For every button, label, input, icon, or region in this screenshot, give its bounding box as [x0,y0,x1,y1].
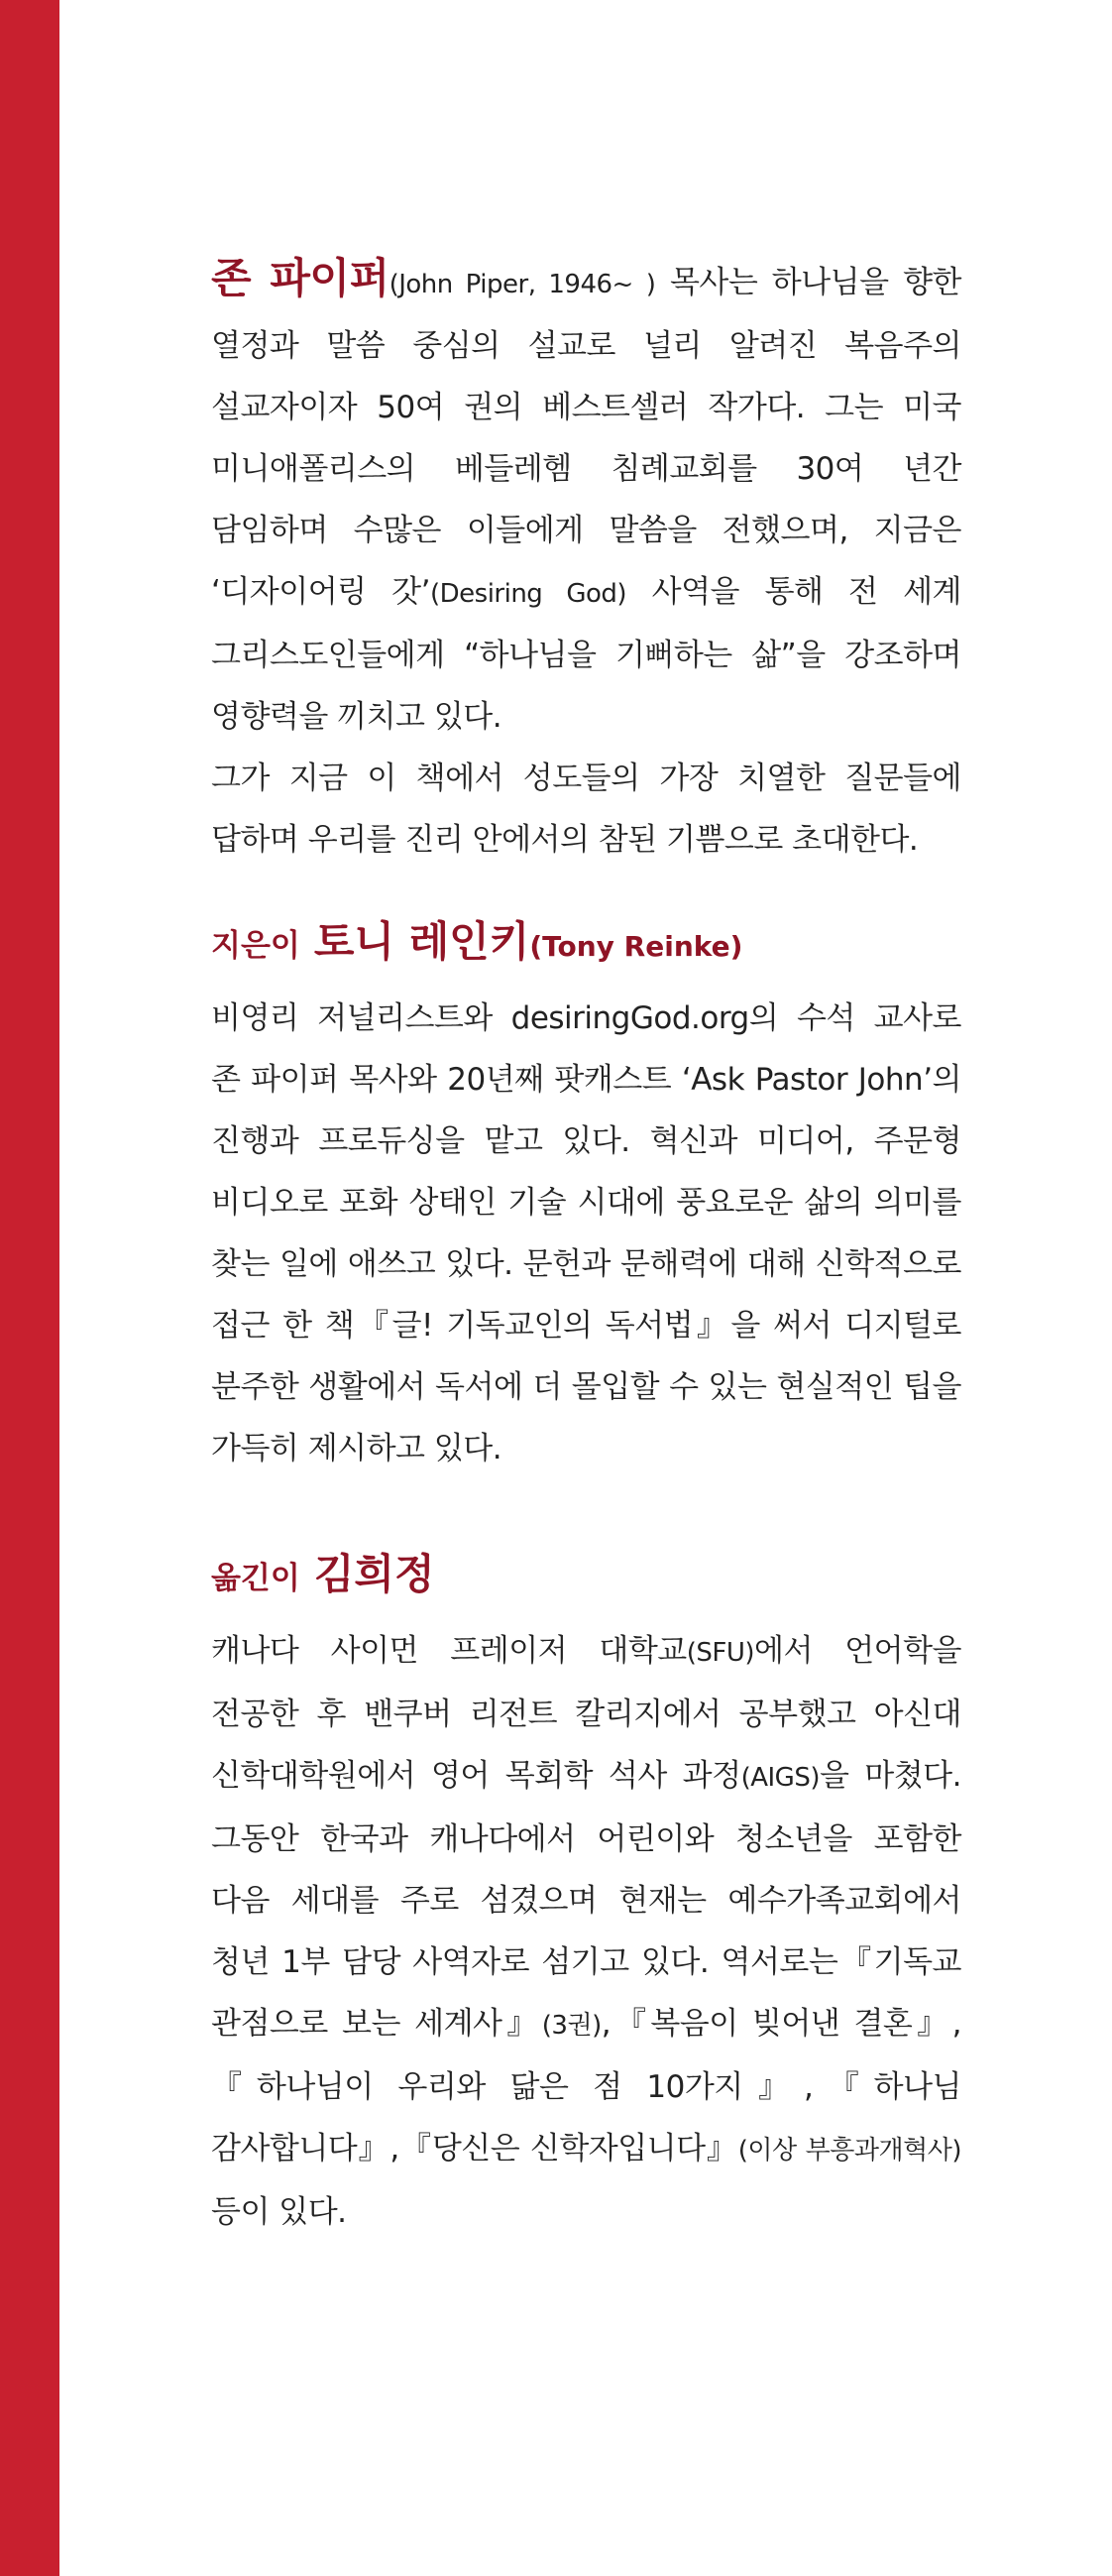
translator-bio-text-4: ,『복음이 빚어낸 결혼』,『하나님이 우리와 닮은 점 10가지』,『하나님 감사합니다』,『당신은 신학자입니다』 [211,2006,961,2166]
writer-name-english: (Tony Reinke) [529,930,743,963]
left-red-band [0,0,59,2576]
author-bio-paragraph-2: 그가 지금 이 책에서 성도들의 가장 치열한 질문들에 답하며 우리를 진리 안에서의 참된 기쁨으로 초대한다. [211,761,961,858]
writer-name: 토니 레인키 [313,917,530,966]
translator-bio-text-1: 캐나다 사이먼 프레이저 대학교 [211,1633,687,1669]
translator-bio-text-2: 에서 언어학을 전공한 후 밴쿠버 리전트 칼리지에서 공부했고 아신대 신학대학원에서 영어 목회학 석사 과정 [211,1633,962,1794]
translator-section [211,1545,961,2243]
program-abbrev: (AIGS) [740,1763,820,1793]
translator-heading [211,1545,961,1610]
writer-heading [211,912,961,978]
writer-section [211,912,961,1479]
ministry-name-english: (Desiring God) [429,579,627,609]
author-name: 존 파이퍼 [211,254,389,302]
writer-bio-paragraph: 비영리 저널리스트와 desiringGod.org의 수석 교사로 존 파이퍼 목사와 20년째 팟캐스트 ‘Ask Pastor John’의 진행과 프로듀싱을 맡고 있다. 혁신과 미디어, 주문형 비디오로 포화 상태인 기술 시대에 풍요로운 삶의 의미를 찾는 일에 애쓰고 있다. 문헌과 문해력에 대해 신학적으로 접근 한 책『글! 기독교인의 독서법』을 써서 디지털로 분주한 생활에서 독서에 더 몰입할 수 있는 현실적인 팁을 가득히 제시하고 있다. [211,1000,961,1466]
author-profiles [211,248,961,2243]
author-bio-paragraph [211,248,961,748]
translator-bio-text-5: 등이 있다. [211,2194,347,2230]
translator-name: 김희정 [313,1550,435,1598]
university-abbrev: (SFU) [686,1638,755,1668]
author-section [211,248,961,871]
author-bio-text: 목사는 하나님을 향한 열정과 말씀 중심의 설교로 널리 알려진 복음주의 설교자이자 50여 권의 베스트셀러 작가다. 그는 미국 미니애폴리스의 베들레헴 침례교회를 30여 년간 담임하며 수많은 이들에게 말씀을 전했으며, 지금은 ‘디자이어링 갓’ [211,265,961,610]
author-bio-text-end: 사역을 통해 전 세계 그리스도인들에게 “하나님을 기뻐하는 삶”을 강조하며 영향력을 끼치고 있다. [211,574,961,735]
publisher-note: (이상 부흥과개혁사) [737,2136,962,2166]
translator-bio-paragraph [211,1620,961,2243]
translator-bio-text-3: 을 마쳤다. 그동안 한국과 캐나다에서 어린이와 청소년을 포함한 다음 세대를 주로 섬겼으며 현재는 예수가족교회에서 청년 1부 담당 사역자로 섬기고 있다. 역서로는『기독교 관점으로 보는 세계사』 [211,1758,961,2042]
author-name-english: (John Piper, 1946~ ) [389,270,656,299]
writer-role-label: 지은이 [211,928,300,964]
volume-count: (3권) [541,2011,602,2041]
translator-role-label: 옮긴이 [211,1561,300,1596]
